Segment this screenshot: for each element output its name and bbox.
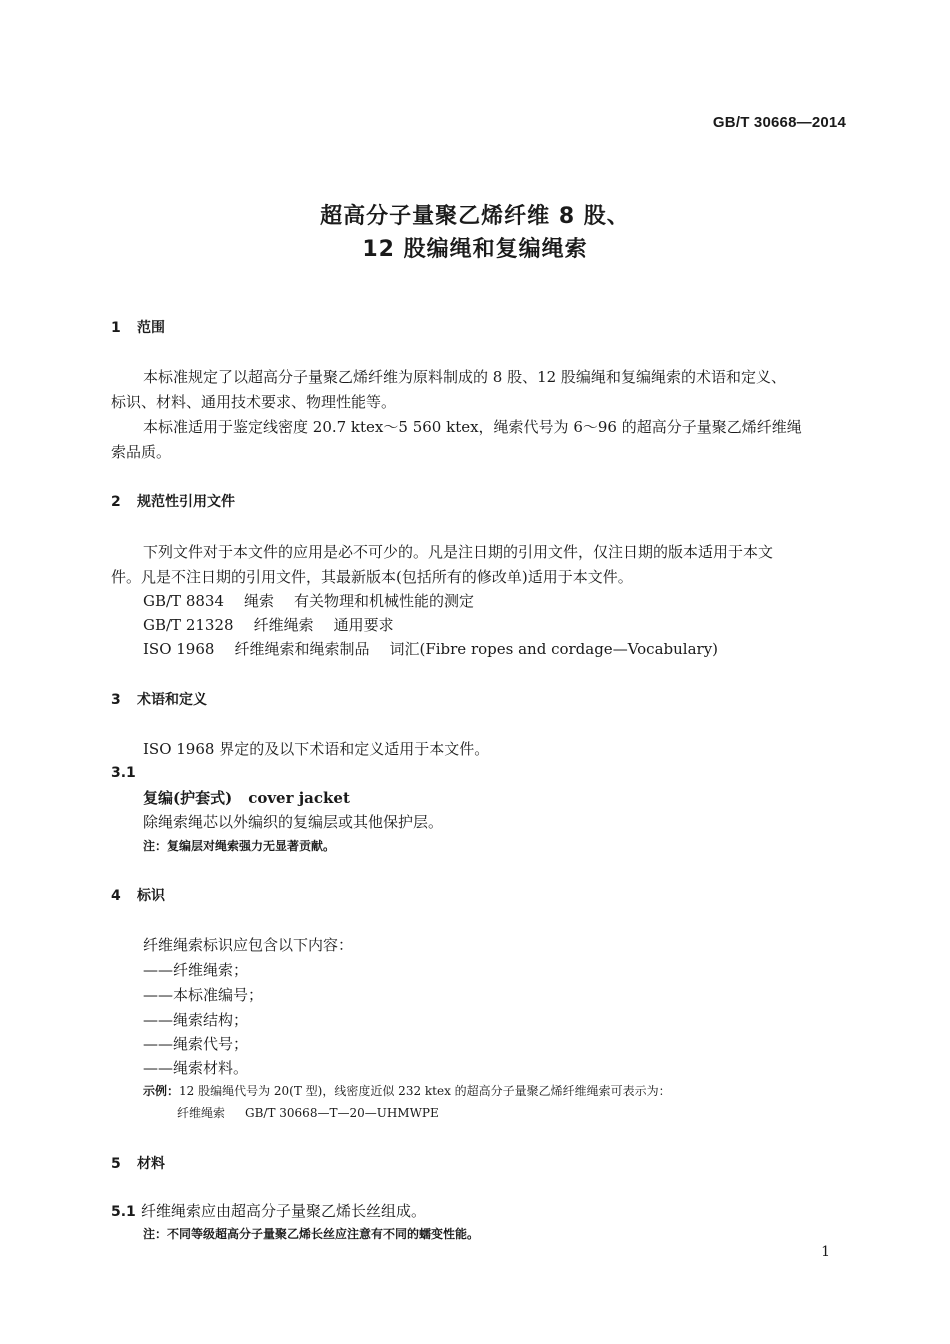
paragraph-line: 索品质。 bbox=[111, 443, 172, 461]
section-number: 2 bbox=[111, 494, 121, 510]
clause-number-3-1 bbox=[111, 763, 141, 781]
example-code: GB/T 30668—T—20—UHMWPE bbox=[245, 1106, 439, 1120]
section-heading-marking bbox=[111, 885, 165, 905]
section-heading-normative-references bbox=[111, 491, 235, 511]
paragraph-line: 本标准规定了以超高分子量聚乙烯纤维为原料制成的 8 股、12 股编绳和复编绳索的术语和定义、 bbox=[143, 368, 786, 386]
paragraph-line: 标识、材料、通用技术要求、物理性能等。 bbox=[111, 393, 397, 411]
reference-item bbox=[143, 590, 474, 611]
list-item: ——绳索结构； bbox=[143, 1011, 249, 1029]
list-item: ——绳索材料。 bbox=[143, 1059, 249, 1077]
clause-number: 3.1 bbox=[111, 765, 136, 781]
term-note: 注：复编层对绳索强力无显著贡献。 bbox=[143, 839, 336, 853]
reference-title: 纤维绳索 bbox=[253, 616, 314, 634]
list-item: ——纤维绳索； bbox=[143, 961, 249, 979]
section-title: 材料 bbox=[137, 1156, 165, 1172]
example bbox=[143, 1082, 671, 1099]
page-number: 1 bbox=[821, 1244, 830, 1260]
list-item: ——本标准编号； bbox=[143, 986, 264, 1004]
clause-number: 5.1 bbox=[111, 1204, 136, 1220]
paragraph-line: 件。凡是不注日期的引用文件，其最新版本(包括所有的修改单)适用于本文件。 bbox=[111, 568, 633, 586]
reference-subtitle: 通用要求 bbox=[333, 616, 394, 634]
example-designation bbox=[177, 1104, 439, 1121]
reference-code: GB/T 8834 bbox=[143, 592, 225, 610]
section-heading-scope bbox=[111, 317, 165, 337]
paragraph-line: 下列文件对于本文件的应用是必不可少的。凡是注日期的引用文件，仅注日期的版本适用于本文 bbox=[143, 543, 774, 561]
example-label: 示例： bbox=[143, 1084, 180, 1098]
document-title-line-2: 12 股编绳和复编绳索 bbox=[362, 237, 588, 262]
paragraph-line: ISO 1968 界定的及以下术语和定义适用于本文件。 bbox=[143, 740, 490, 758]
section-heading-material bbox=[111, 1153, 165, 1173]
reference-title: 纤维绳索和绳索制品 bbox=[234, 640, 370, 658]
reference-subtitle: 词汇(Fibre ropes and cordage—Vocabulary) bbox=[389, 640, 719, 658]
paragraph-line: 本标准适用于鉴定线密度 20.7 ktex～5 560 ktex，绳索代号为 6～96 的超高分子量聚乙烯纤维绳 bbox=[143, 418, 802, 436]
reference-item bbox=[143, 614, 394, 635]
list-item: ——绳索代号； bbox=[143, 1035, 249, 1053]
example-name: 纤维绳索 bbox=[177, 1106, 226, 1120]
clause-text: 纤维绳索应由超高分子量聚乙烯长丝组成。 bbox=[141, 1202, 427, 1220]
document-title-line-1: 超高分子量聚乙烯纤维 8 股、 bbox=[320, 204, 630, 229]
material-note: 注：不同等级超高分子量聚乙烯长丝应注意有不同的蠕变性能。 bbox=[143, 1227, 480, 1241]
reference-subtitle: 有关物理和机械性能的测定 bbox=[294, 592, 475, 610]
section-title: 范围 bbox=[137, 320, 165, 336]
term-definition: 除绳索绳芯以外编织的复编层或其他保护层。 bbox=[143, 813, 444, 831]
standard-id: GB/T 30668—2014 bbox=[712, 114, 846, 131]
term-english: cover jacket bbox=[248, 789, 350, 807]
reference-title: 绳索 bbox=[244, 592, 275, 610]
reference-code: ISO 1968 bbox=[143, 640, 215, 658]
reference-code: GB/T 21328 bbox=[143, 616, 234, 634]
reference-item bbox=[143, 638, 718, 659]
section-title: 术语和定义 bbox=[137, 692, 207, 708]
section-number: 4 bbox=[111, 888, 121, 904]
example-text: 12 股编绳代号为 20(T 型)，线密度近似 232 ktex 的超高分子量聚乙烯纤维绳索可表示为： bbox=[179, 1084, 671, 1098]
section-title: 规范性引用文件 bbox=[137, 494, 235, 510]
term-entry bbox=[143, 787, 350, 808]
section-number: 1 bbox=[111, 320, 121, 336]
section-number: 5 bbox=[111, 1156, 121, 1172]
term-chinese: 复编(护套式) bbox=[143, 789, 233, 807]
section-heading-terms bbox=[111, 689, 207, 709]
clause-5-1 bbox=[111, 1200, 426, 1221]
section-number: 3 bbox=[111, 692, 121, 708]
section-title: 标识 bbox=[137, 888, 165, 904]
paragraph-line: 纤维绳索标识应包含以下内容： bbox=[143, 936, 354, 954]
